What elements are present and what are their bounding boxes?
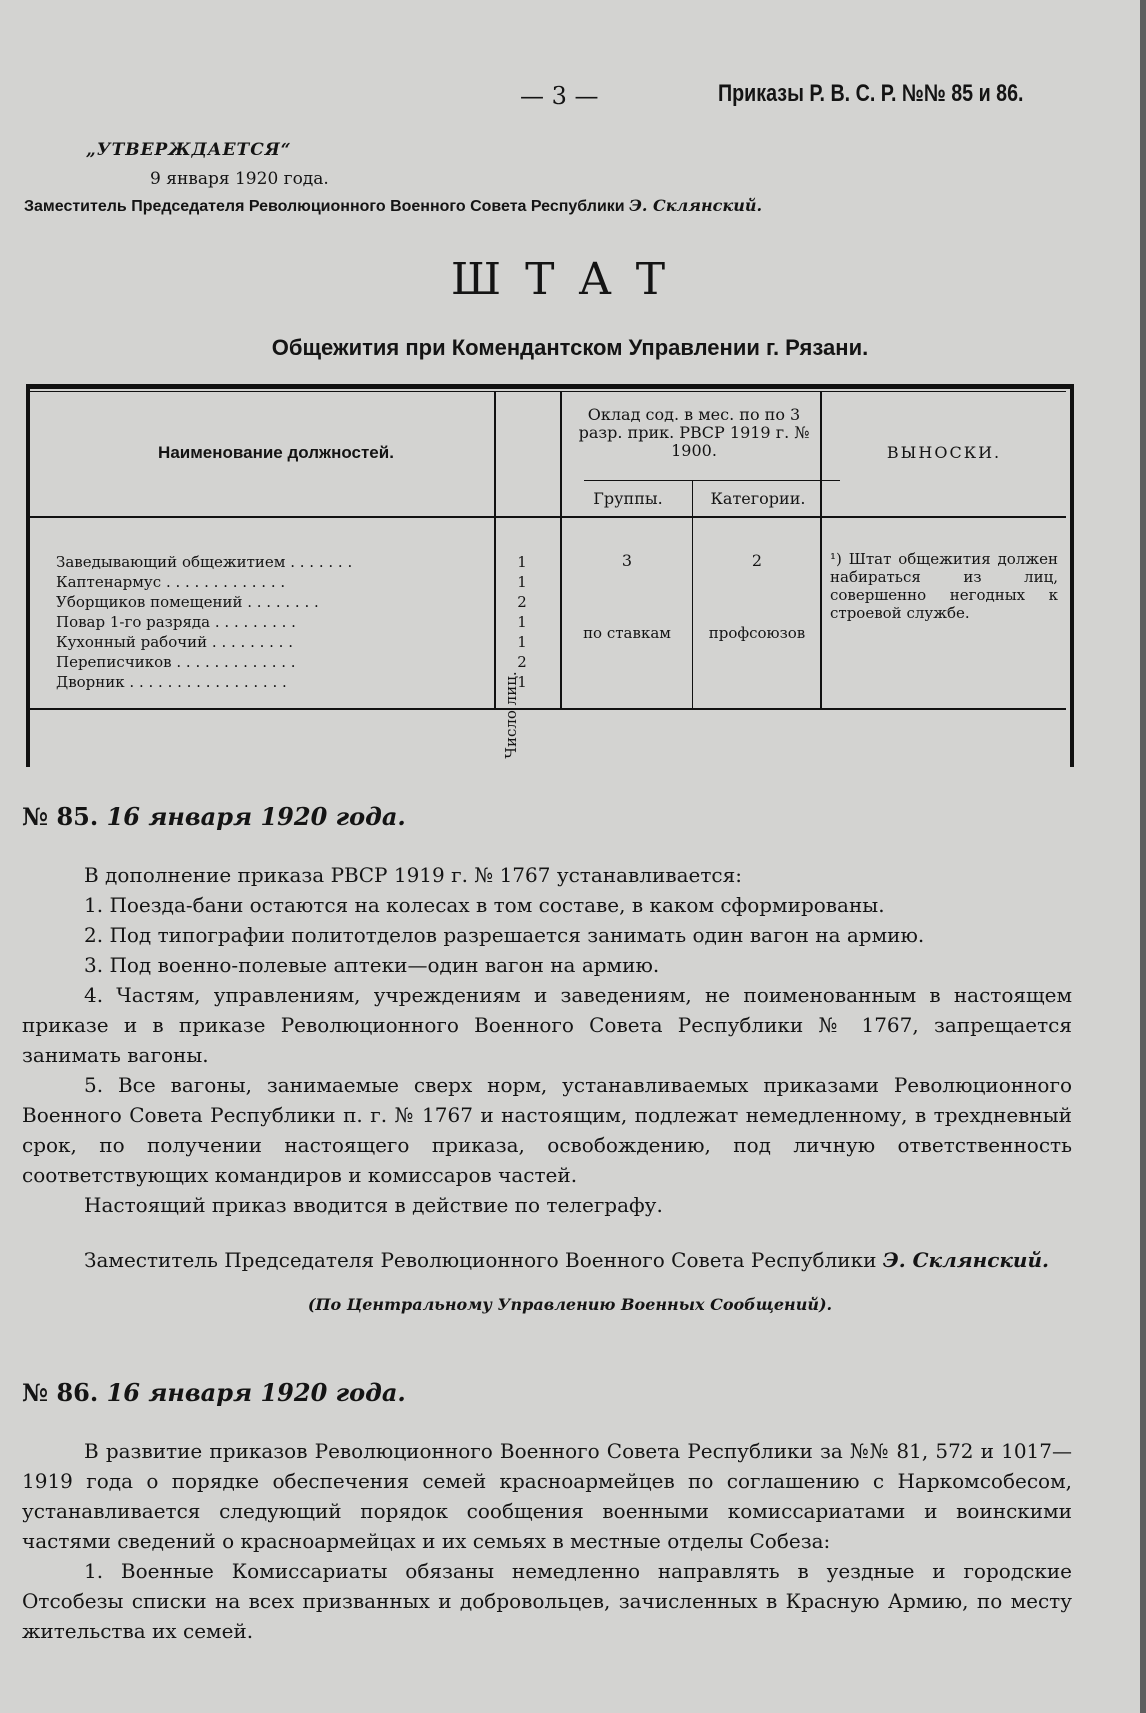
position-list (56, 552, 352, 692)
position-row: Переписчиков . . . . . . . . . . . . . (56, 653, 296, 671)
staff-table (26, 384, 1070, 762)
count-cell: 1 (517, 553, 527, 571)
position-row: Кухонный рабочий . . . . . . . . . (56, 633, 293, 651)
column-header-count: Число лиц. (502, 671, 520, 759)
staff-subtitle: Общежития при Комендантском Управлении г. Рязани. (271, 335, 869, 360)
column-header-notes: ВЫНОСКИ. (886, 443, 1002, 462)
table-rule (30, 708, 1066, 710)
order-86-intro: В развитие приказов Революционного Военного Совета Республики за №№ 81, 572 и 1017—1919 года о порядке обеспечения семей красноармейцев по соглашению с Наркомсобесом, устанавливается следующий порядок сообщения военными комиссариатами и воинскими частями сведений о красноармейцах и их семьях в местные отделы Собеза: (22, 1439, 1072, 1553)
position-row: Дворник . . . . . . . . . . . . . . . . . (56, 673, 287, 691)
order-85-body (22, 860, 1072, 1220)
order-85-closing: Настоящий приказ вводится в действие по телеграфу. (84, 1193, 663, 1217)
staff-heading: ШТАТ (450, 254, 690, 305)
order-86-heading (22, 1378, 406, 1407)
staff-footnote: ¹) Штат общежития должен набираться из лиц, совершенно негодных к строевой службе. (830, 550, 1058, 622)
group-first-row: 3 (621, 551, 633, 570)
approval-stamp: „УТВЕРЖДАЕТСЯ“ (86, 140, 292, 160)
count-cell: 1 (517, 613, 527, 631)
category-rest: профсоюзов (708, 624, 806, 642)
order-86-number: № 86. (22, 1378, 99, 1407)
order-85-heading (22, 802, 406, 831)
order-86-item: 1. Военные Комиссариаты обязаны немедленно направлять в уездные и городские Отсобезы списки на всех призванных и добровольцев, зачисленных в Красную Армию, по месту жительства их семей. (22, 1559, 1072, 1643)
order-86-date: 16 января 1920 года. (106, 1378, 406, 1407)
position-row: Каптенармус . . . . . . . . . . . . . (56, 573, 286, 591)
table-rule (692, 480, 693, 708)
position-row: Уборщиков помещений . . . . . . . . (56, 593, 319, 611)
group-rest: по ставкам (583, 624, 671, 642)
table-rule (30, 516, 1066, 518)
count-cell: 2 (517, 593, 527, 611)
table-rule (584, 480, 840, 481)
table-rule (820, 392, 822, 708)
approval-signatory-title: Заместитель Председателя Революционного Военного Совета Республики (24, 198, 625, 215)
table-rule (30, 391, 1066, 392)
approval-signatory-name: Э. Склянский. (629, 196, 763, 215)
table-rule (494, 392, 496, 708)
column-header-groups: Группы. (593, 489, 663, 508)
order-85-intro: В дополнение приказа РВСР 1919 г. № 1767 устанавливается: (84, 863, 742, 887)
count-list (502, 552, 542, 692)
page-edge (1140, 0, 1146, 1713)
approval-date: 9 января 1920 года. (150, 169, 329, 189)
table-rule (560, 392, 562, 708)
category-first-row: 2 (751, 551, 763, 570)
page-number: — 3 — (520, 82, 599, 110)
order-85-via: (По Центральному Управлению Военных Сообщений). (307, 1295, 833, 1314)
order-85-item: 5. Все вагоны, занимаемые сверх норм, устанавливаемых приказами Революционного Военного Совета Республики п. г. № 1767 и настоящим, подлежат немедленному, в трехдневный срок, по получении настоящего приказа, освобождению, под личную ответственность соответствующих командиров и комиссаров частей. (22, 1073, 1072, 1187)
order-86-body (22, 1436, 1072, 1646)
order-85-item: 1. Поезда-бани остаются на колесах в том составе, в каком сформированы. (84, 893, 885, 917)
count-cell: 1 (517, 573, 527, 591)
running-title: Приказы Р. В. С. Р. №№ 85 и 86. (718, 80, 1024, 107)
position-row: Повар 1-го разряда . . . . . . . . . (56, 613, 296, 631)
signature-title: Заместитель Председателя Революционного Военного Совета Республики (84, 1248, 877, 1272)
order-85-number: № 85. (22, 802, 99, 831)
column-header-categories: Категории. (710, 489, 806, 508)
column-header-position: Наименование должностей. (158, 443, 394, 462)
position-row: Заведывающий общежитием . . . . . . . (56, 553, 353, 571)
count-cell: 1 (517, 633, 527, 651)
order-85-signature (84, 1248, 1049, 1272)
count-cell: 1 (517, 673, 527, 691)
signature-name: Э. Склянский. (882, 1248, 1049, 1272)
order-85-date: 16 января 1920 года. (106, 802, 406, 831)
column-header-salary: Оклад сод. в мес. по по 3 разр. прик. РВСР 1919 г. № 1900. (578, 405, 810, 460)
order-85-item: 3. Под военно-полевые аптеки—один вагон на армию. (84, 953, 660, 977)
approval-signatory (24, 196, 762, 216)
count-cell: 2 (517, 653, 527, 671)
order-85-item: 4. Частям, управлениям, учреждениям и заведениям, не поименованным в настоящем приказе и в приказе Революционного Военного Совета Республики № 1767, запрещается занимать вагоны. (22, 983, 1072, 1067)
order-85-item: 2. Под типографии политотделов разрешается занимать один вагон на армию. (84, 923, 925, 947)
